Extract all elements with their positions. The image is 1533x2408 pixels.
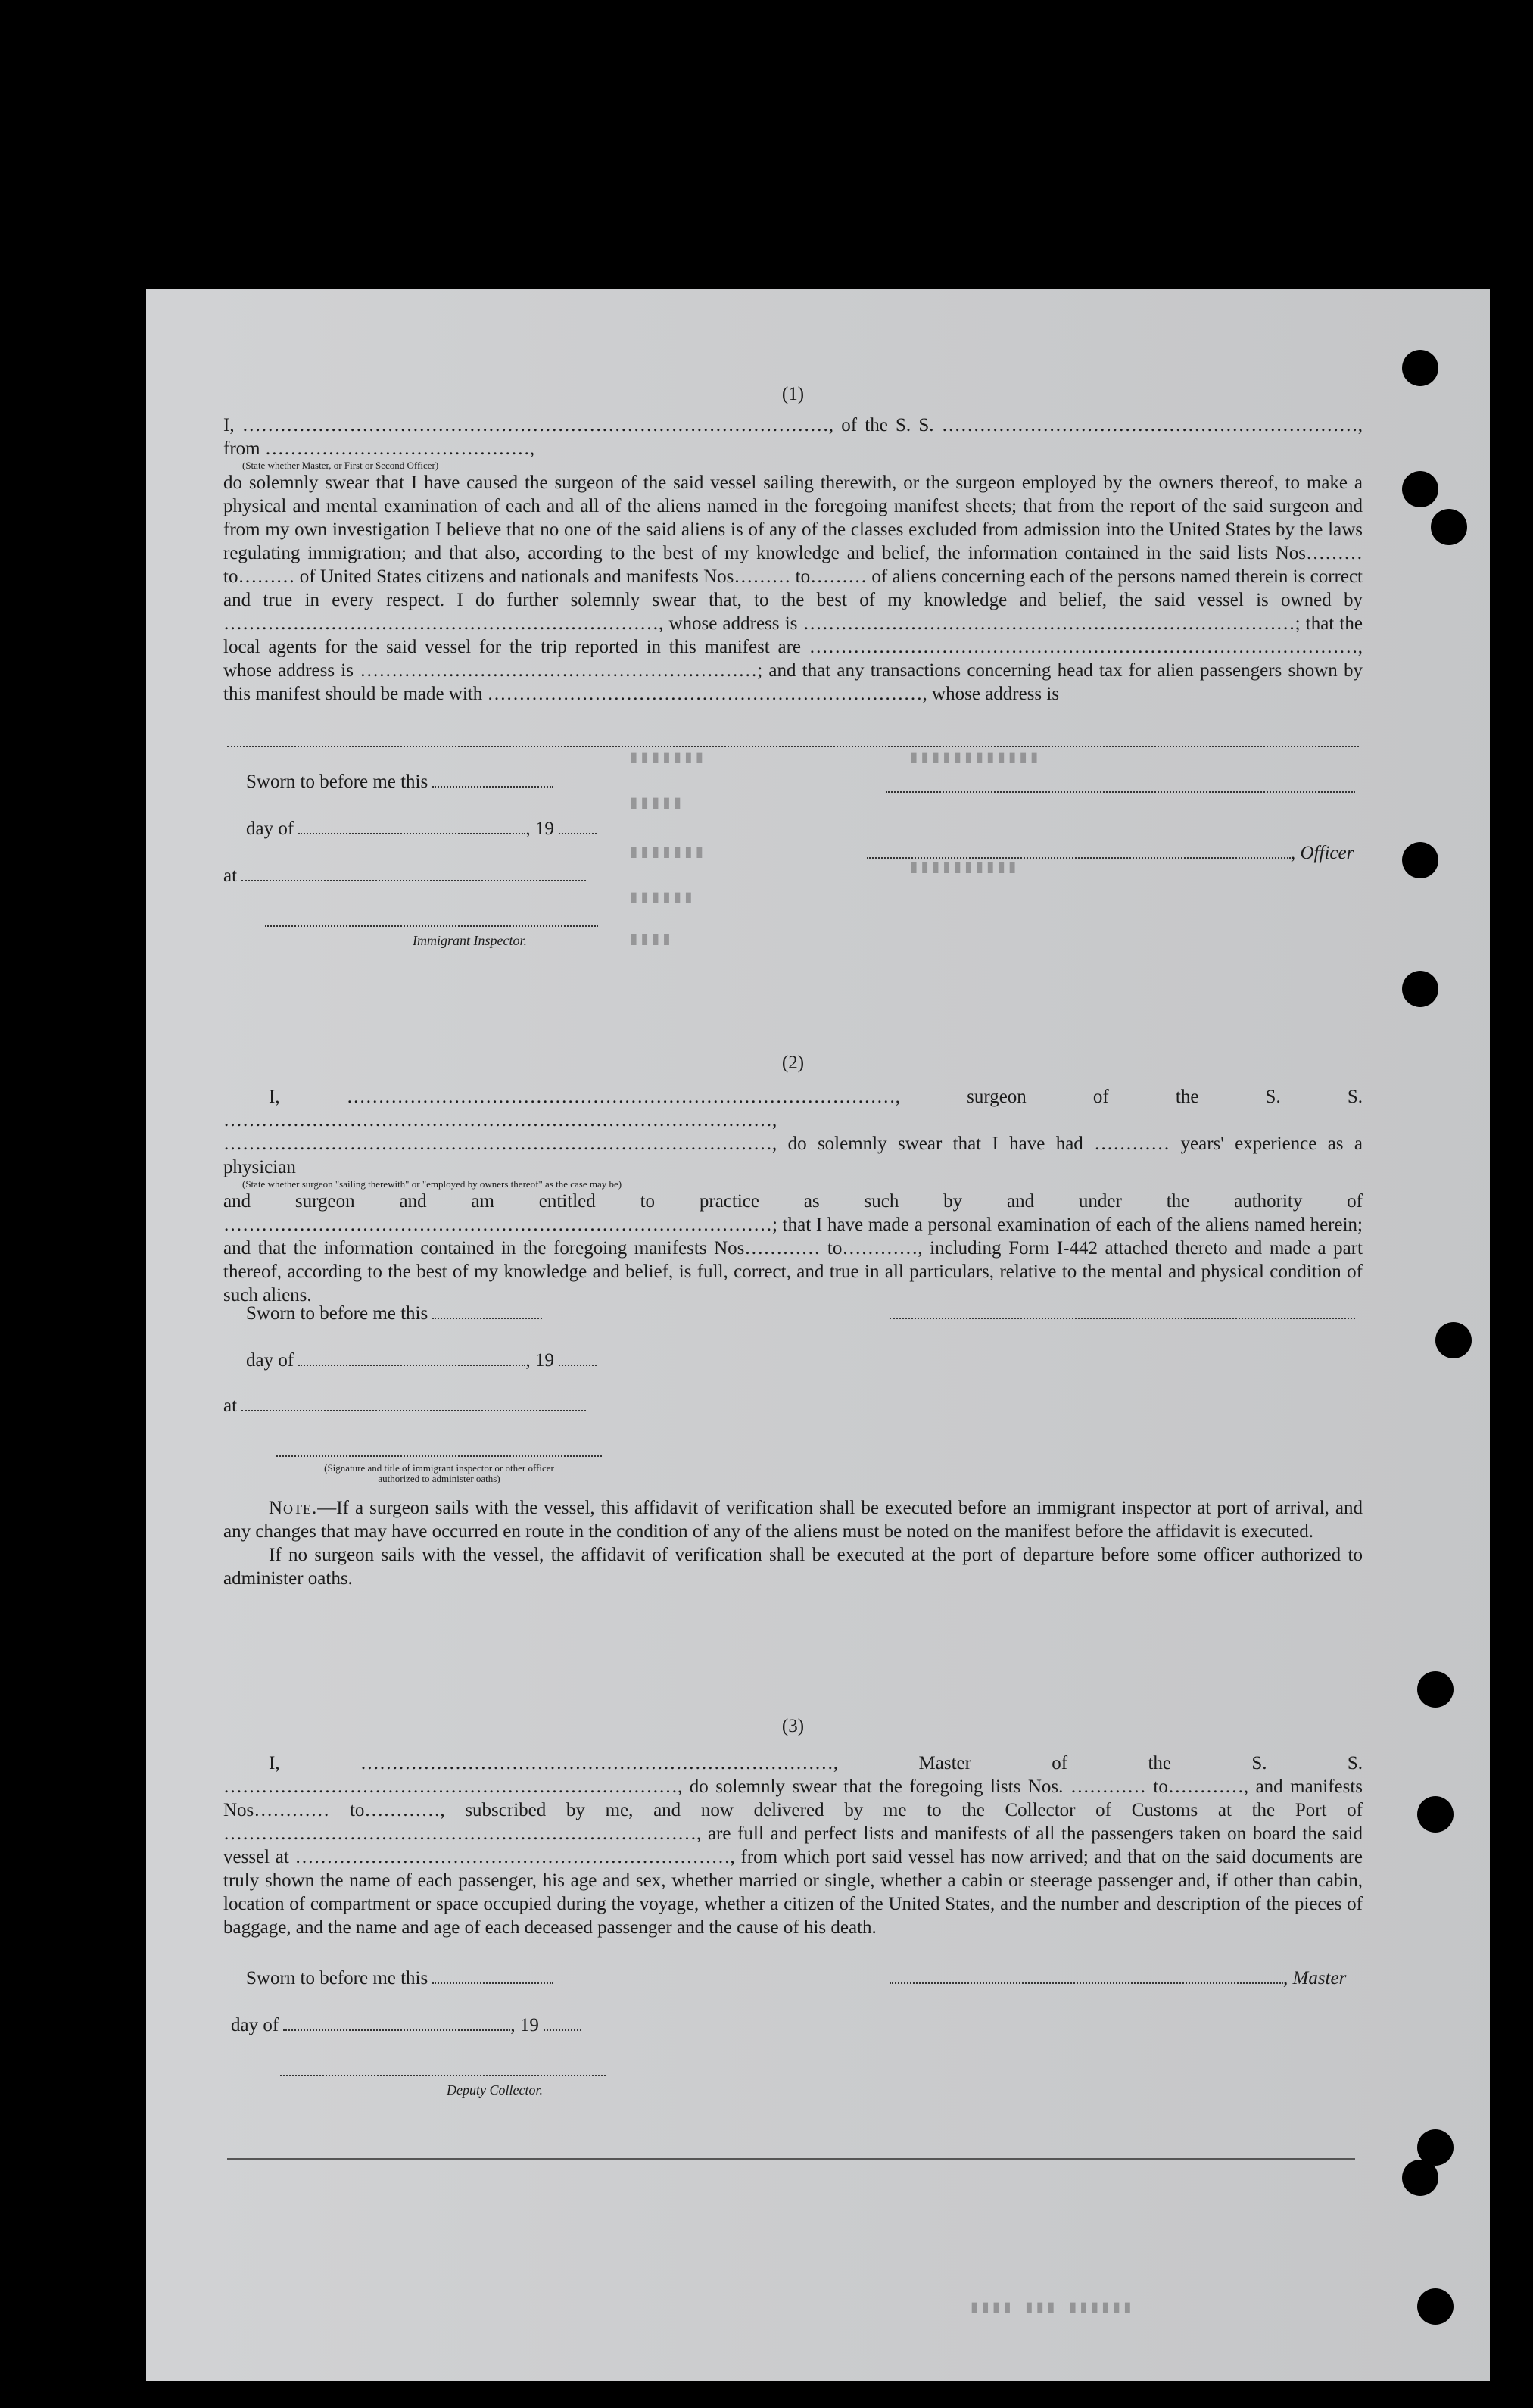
section-1-officer-row	[867, 842, 1354, 864]
section-1-at-row	[223, 865, 586, 887]
section-2-at-row	[223, 1395, 586, 1417]
at-label: at	[223, 866, 238, 886]
section-3-master-row	[890, 1967, 1346, 1989]
day-of-label: day of	[246, 1350, 294, 1371]
inspector-signature-line	[265, 925, 598, 927]
section-1-right-line	[886, 791, 1355, 793]
section-3-sworn-row	[246, 1967, 553, 1989]
section-1-oath-body: do solemnly swear that I have caused the surgeon of the said vessel sailing therewith, or the surgeon employed by the owners thereof, to make a physical and mental examination of each and all of the aliens named in the foregoing manifest sheets; that from the report of the said surgeon and from my own investigation I believe that no one of the said aliens is of any of the classes excluded from admission into the United States by the laws regulating immigration; and that also, according to the best of my knowledge and belief, the information contained in the said lists Nos……… to……… of United States citizens and nationals and manifests Nos……… to……… of aliens concerning each of the persons named therein is correct and true in every respect. I do further solemnly swear that, to the best of my knowledge and belief, the said vessel is owned by ……………………………………………………………, whose address is ……………………………………………………………………; that the local agents for the said vessel for the trip reported in this manifest are ……………………………………………………………………………, whose address is ………………………………………………………; and that any transactions concerning head tax for alien passengers shown by this manifest should be made with ……………………………………………………………, whose address is	[223, 473, 1363, 704]
sworn-label: Sworn to before me this	[246, 772, 428, 792]
section-1-blank-line	[227, 746, 1359, 747]
bleed-through-mark: ▮▮▮▮▮	[628, 794, 684, 814]
punch-hole	[1402, 350, 1438, 386]
section-1-day-row	[246, 818, 597, 840]
note-label: Note.	[269, 1498, 318, 1518]
sworn-label: Sworn to before me this	[246, 1968, 428, 1988]
bleed-through-mark: ▮▮▮▮	[628, 930, 672, 950]
section-1-sworn-row	[246, 771, 553, 793]
punch-hole	[1417, 1796, 1454, 1833]
section-2-oath-body: and surgeon and am entitled to practice as such by and under the authority of ……………………………………………………………………………; that I have made a personal examination of each of the aliens named herein; and that the information contained in the foregoing manifests Nos………… to…………, including Form I-442 attached thereto and made a part thereof, according to the best of my knowledge and belief, is full, correct, and true in all particulars, relative to the mental and physical condition of such aliens.	[223, 1191, 1363, 1305]
note-text: —If a surgeon sails with the vessel, this affidavit of verification shall be executed before an immigrant inspector at port of arrival, and any changes that may have occurred en route in the condition of any of the aliens must be noted on the manifest before the affidavit is executed.	[223, 1498, 1363, 1542]
note-paragraph-2: If no surgeon sails with the vessel, the affidavit of verification shall be executed at the port of departure before some officer authorized to administer oaths.	[223, 1545, 1363, 1589]
section-1-first-line: I, …………………………………………………………………………………, of the S. S. …………………………………………………………, from ……………………………………,	[223, 415, 1363, 459]
officer-note: (State whether Master, or First or Second Officer)	[242, 460, 439, 471]
bleed-through-mark: ▮▮▮▮▮▮	[628, 888, 694, 909]
bleed-through-mark: ▮▮▮▮ ▮▮▮ ▮▮▮▮▮▮	[969, 2298, 1133, 2319]
section-2-number: (2)	[781, 1053, 805, 1073]
section-1	[223, 382, 1363, 706]
deputy-collector-label: Deputy Collector.	[447, 2082, 543, 2098]
section-1-number: (1)	[781, 384, 805, 404]
punch-hole	[1435, 1322, 1472, 1358]
year-label: , 19	[510, 2015, 539, 2035]
day-of-label: day of	[231, 2015, 279, 2035]
bleed-through-mark: ▮▮▮▮▮▮▮▮▮▮	[908, 858, 1018, 878]
punch-hole	[1417, 1671, 1454, 1708]
section-2	[223, 1051, 1363, 1307]
surgeon-note: (State whether surgeon "sailing therewith" or "employed by owners thereof" as the case may be)	[242, 1178, 622, 1190]
section-3-number: (3)	[781, 1716, 805, 1736]
punch-hole	[1402, 2160, 1438, 2196]
day-of-label: day of	[246, 819, 294, 839]
bleed-through-mark: ▮▮▮▮▮▮▮▮▮▮▮▮	[908, 748, 1040, 769]
sworn-label: Sworn to before me this	[246, 1303, 428, 1324]
bottom-rule	[227, 2158, 1355, 2160]
note-paragraph	[223, 1496, 1363, 1543]
signature-note: (Signature and title of immigrant inspector or other officer authorized to administer oaths)	[324, 1462, 554, 1484]
punch-hole	[1402, 971, 1438, 1007]
year-label: , 19	[525, 819, 554, 839]
section-2-second-line: ……………………………………………………………………………, do solemnly swear that I have had ………… years' experience as a physician	[223, 1134, 1363, 1177]
bleed-through-mark: ▮▮▮▮▮▮▮	[628, 843, 706, 863]
year-label: , 19	[525, 1350, 554, 1371]
section-2-day-row	[246, 1349, 597, 1371]
section-2-sworn-row	[246, 1302, 542, 1324]
punch-hole	[1417, 2288, 1454, 2325]
punch-hole	[1402, 471, 1438, 507]
section-2-right-line	[890, 1318, 1355, 1319]
at-label: at	[223, 1396, 238, 1416]
section-3	[223, 1714, 1363, 1939]
officer-label: , Officer	[1291, 843, 1354, 863]
section-2-signature-line	[276, 1455, 602, 1457]
immigrant-inspector-label: Immigrant Inspector.	[413, 933, 527, 948]
bleed-through-mark: ▮▮▮▮▮▮▮	[628, 748, 706, 769]
section-2-first-line: I, ……………………………………………………………………………, surgeon of the S. S. ……………………………………………………………………………,	[223, 1087, 1363, 1131]
punch-hole	[1402, 842, 1438, 878]
section-3-oath-body: I, …………………………………………………………………, Master of the S. S. ………………………………………………………………, do solemnly swear that the foregoing lists Nos. ………… to…………, and manifests Nos………… to…………, subscribed by me, and now delivered by me to the Collector of Customs at the Port of …………………………………………………………………, are full and perfect lists and manifests of all the passengers taken on board the said vessel at ……………………………………………………………, from which port said vessel has now arrived; and that on the said documents are truly shown the name of each passenger, his age and sex, whether married or single, whether a cabin or steerage passenger and, if other than cabin, location of compartment or space occupied during the voyage, whether a citizen of the United States, and the number and description of the pieces of baggage, and the name and age of each deceased passenger and the cause of his death.	[223, 1753, 1363, 1938]
punch-hole	[1431, 509, 1467, 545]
master-label: , Master	[1283, 1968, 1347, 1988]
section-3-day-row	[231, 2014, 581, 2036]
deputy-signature-line	[280, 2075, 606, 2076]
section-2-note	[223, 1496, 1363, 1590]
